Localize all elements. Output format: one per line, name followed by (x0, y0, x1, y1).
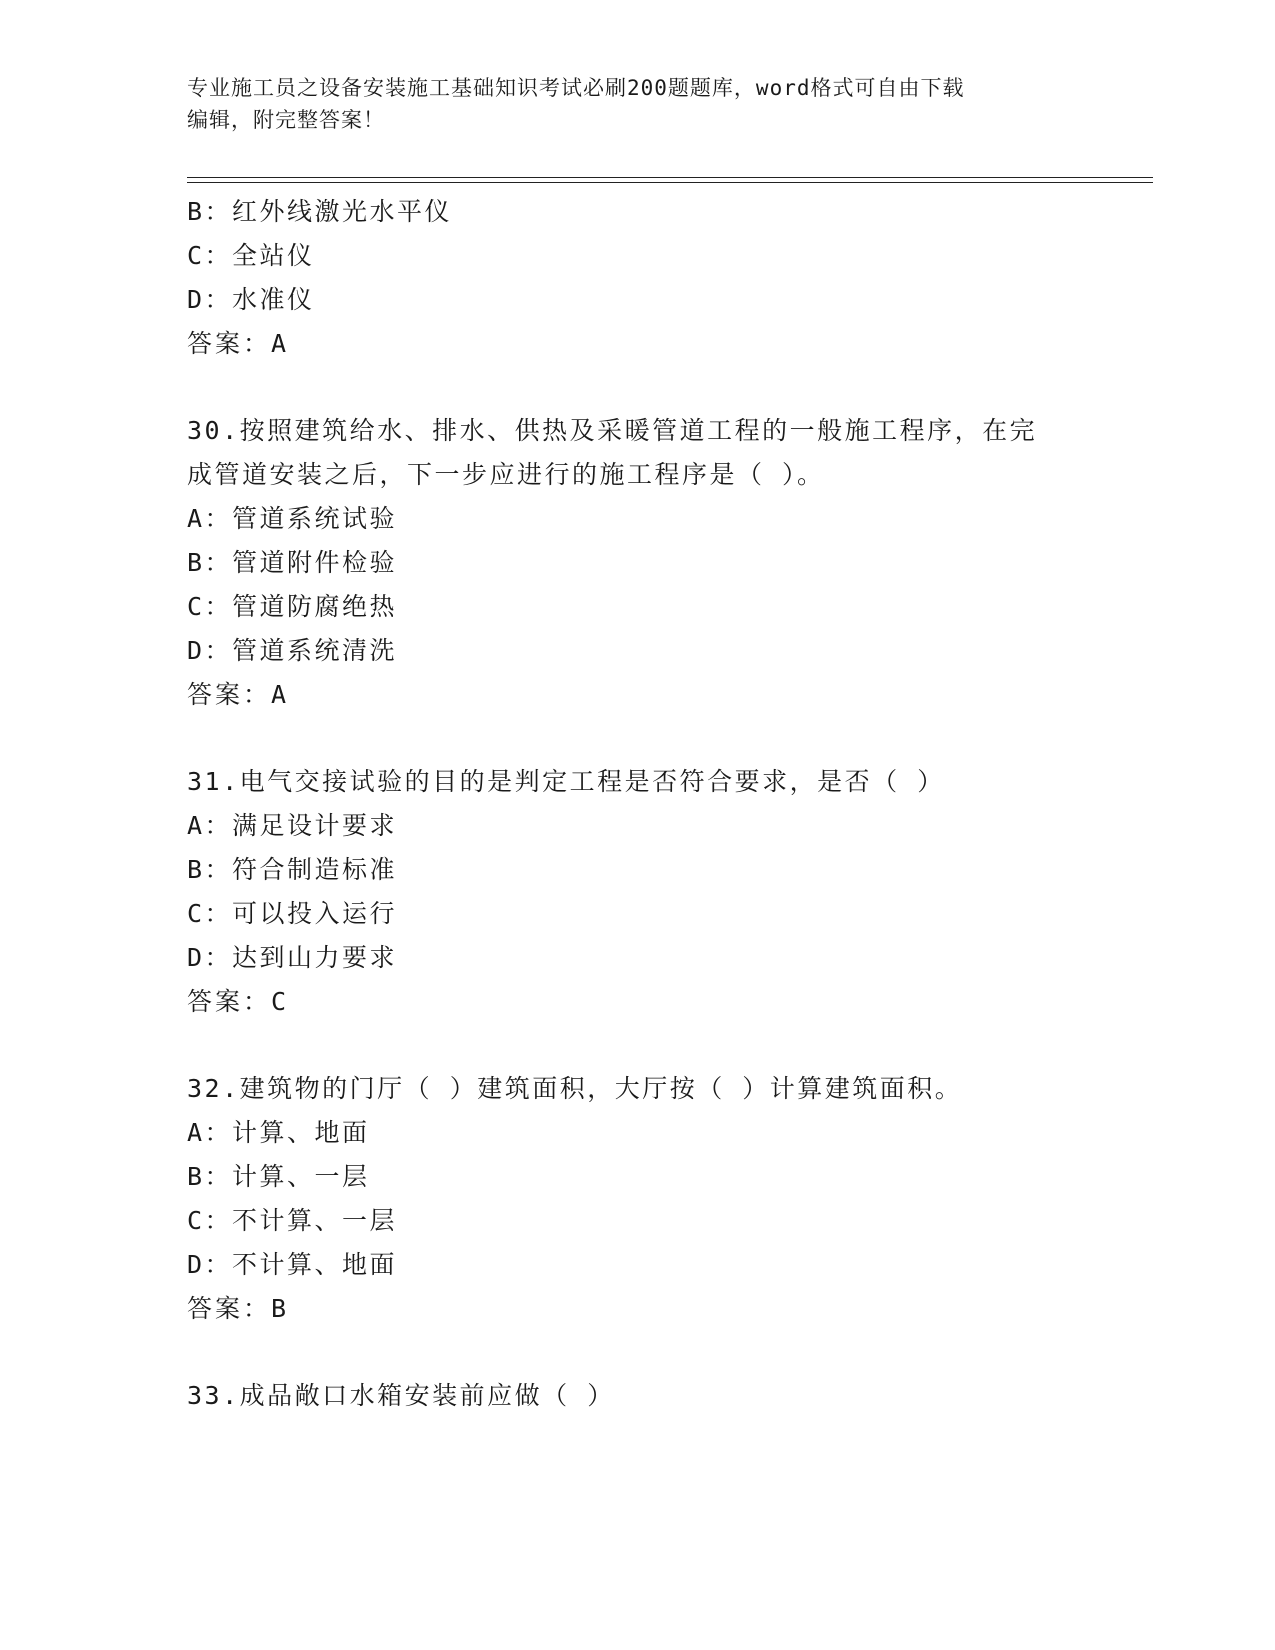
header-title-line-1: 专业施工员之设备安装施工基础知识考试必刷200题题库，word格式可自由下载 (187, 76, 965, 100)
q30-answer: 答案：A (187, 680, 290, 709)
q31-option-d: D：达到山力要求 (187, 943, 398, 972)
q30-option-d: D：管道系统清洗 (187, 636, 398, 665)
q31-answer: 答案：C (187, 987, 290, 1016)
header-divider-top (187, 177, 1153, 178)
q32-option-c: C：不计算、一层 (187, 1206, 398, 1235)
q32-stem: 32.建筑物的门厅（ ）建筑面积，大厅按（ ）计算建筑面积。 (187, 1074, 963, 1103)
q29-answer: 答案：A (187, 329, 290, 358)
q32-option-b: B：计算、一层 (187, 1162, 370, 1191)
q33-stem: 33.成品敞口水箱安装前应做（ ） (187, 1381, 615, 1410)
q32-answer: 答案：B (187, 1294, 290, 1323)
q30-option-c: C：管道防腐绝热 (187, 592, 398, 621)
q29-option-b: B：红外线激光水平仪 (187, 197, 453, 226)
q30-option-a: A：管道系统试验 (187, 504, 398, 533)
q31-option-a: A：满足设计要求 (187, 811, 398, 840)
q31-stem: 31.电气交接试验的目的是判定工程是否符合要求，是否（ ） (187, 767, 945, 796)
q30-option-b: B：管道附件检验 (187, 548, 398, 577)
q32-option-d: D：不计算、地面 (187, 1250, 398, 1279)
header-title-line-2: 编辑，附完整答案！ (187, 108, 385, 132)
document-header (187, 72, 1087, 136)
q30-stem-line-1: 30.按照建筑给水、排水、供热及采暖管道工程的一般施工程序，在完 (187, 416, 1038, 445)
q29-option-d: D：水准仪 (187, 285, 315, 314)
q30-stem-line-2: 成管道安装之后，下一步应进行的施工程序是（ ）。 (187, 460, 825, 489)
q32-option-a: A：计算、地面 (187, 1118, 370, 1147)
q31-option-c: C：可以投入运行 (187, 899, 398, 928)
q29-option-c: C：全站仪 (187, 241, 315, 270)
q31-option-b: B：符合制造标准 (187, 855, 398, 884)
header-divider-bottom (187, 182, 1153, 183)
